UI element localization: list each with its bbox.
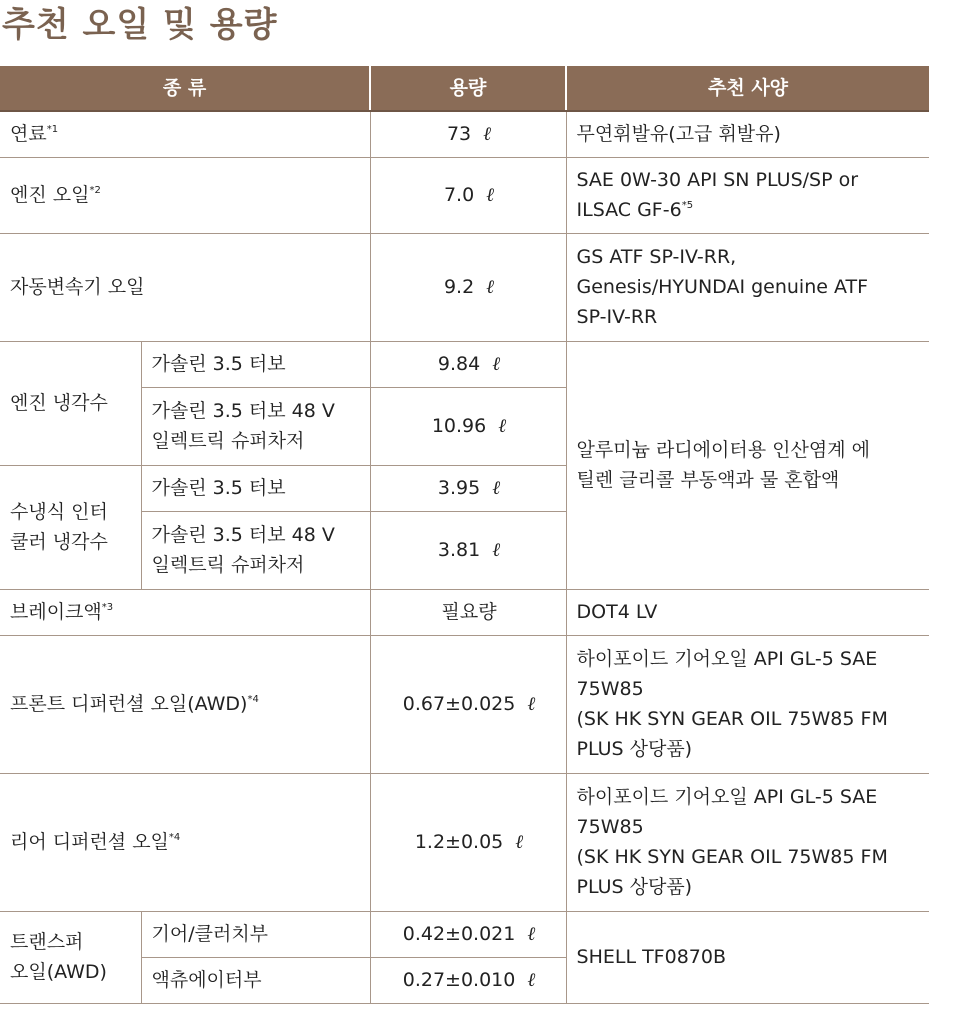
row-label: 자동변속기 오일	[0, 233, 370, 341]
row-label: 리어 디퍼런셜 오일$^{*4}$	[0, 773, 370, 911]
row-label: 엔진 냉각수	[0, 341, 141, 465]
row-capacity: 9.2 ℓ	[370, 233, 566, 341]
header-spec: 추천 사양	[566, 66, 929, 111]
table-row-brake-fluid	[0, 589, 929, 635]
table-row-front-differential	[0, 635, 929, 773]
liter-unit: ℓ	[492, 539, 501, 561]
row-capacity: 1.2±0.05 ℓ	[370, 773, 566, 911]
row-capacity: 9.84 ℓ	[370, 341, 566, 387]
liter-unit: ℓ	[486, 276, 495, 298]
liter-unit: ℓ	[486, 184, 495, 206]
liter-unit: ℓ	[527, 923, 536, 945]
row-spec: 무연휘발유(고급 휘발유)	[566, 111, 929, 157]
oil-capacity-table	[0, 66, 929, 1004]
footnote-marker: *4	[168, 832, 181, 843]
row-sublabel: 가솔린 3.5 터보 48 V 일렉트릭 슈퍼차저	[141, 387, 370, 465]
table-header-row	[0, 66, 929, 111]
table-row-transfer-oil	[0, 911, 929, 957]
row-label: 수냉식 인터 쿨러 냉각수	[0, 465, 141, 589]
row-spec: 하이포이드 기어오일 API GL-5 SAE 75W85 (SK HK SYN GEAR OIL 75W85 FM PLUS 상당품)	[566, 773, 929, 911]
liter-unit: ℓ	[492, 353, 501, 375]
footnote-marker: *3	[101, 602, 114, 613]
row-sublabel: 가솔린 3.5 터보	[141, 465, 370, 511]
row-spec: 하이포이드 기어오일 API GL-5 SAE 75W85 (SK HK SYN GEAR OIL 75W85 FM PLUS 상당품)	[566, 635, 929, 773]
liter-unit: ℓ	[498, 415, 507, 437]
footnote-marker: *4	[247, 694, 259, 705]
row-capacity: 10.96 ℓ	[370, 387, 566, 465]
row-capacity: 필요량	[370, 589, 566, 635]
row-capacity: 0.67±0.025 ℓ	[370, 635, 566, 773]
row-sublabel: 가솔린 3.5 터보	[141, 341, 370, 387]
row-label: 엔진 오일$^{*2}$	[0, 157, 370, 233]
liter-unit: ℓ	[515, 831, 524, 853]
row-sublabel: 기어/클러치부	[141, 911, 370, 957]
row-capacity: 0.42±0.021 ℓ	[370, 911, 566, 957]
row-spec: DOT4 LV	[566, 589, 929, 635]
row-spec: SAE 0W-30 API SN PLUS/SP or ILSAC GF-6$^{*5}$	[566, 157, 929, 233]
table-row-transmission-oil	[0, 233, 929, 341]
table-row-rear-differential	[0, 773, 929, 911]
header-type: 종 류	[0, 66, 370, 111]
row-spec-coolant: 알루미늄 라디에이터용 인산염계 에 틸렌 글리콜 부동액과 물 혼합액	[566, 341, 929, 589]
table-row-engine-oil	[0, 157, 929, 233]
liter-unit: ℓ	[492, 477, 501, 499]
footnote-marker: *5	[681, 200, 694, 211]
liter-unit: ℓ	[527, 969, 536, 991]
row-label: 프론트 디퍼런셜 오일(AWD)$^{*4}$	[0, 635, 370, 773]
row-capacity: 3.95 ℓ	[370, 465, 566, 511]
row-capacity: 73 ℓ	[370, 111, 566, 157]
table-row-fuel	[0, 111, 929, 157]
row-sublabel: 가솔린 3.5 터보 48 V 일렉트릭 슈퍼차저	[141, 511, 370, 589]
row-capacity: 3.81 ℓ	[370, 511, 566, 589]
liter-unit: ℓ	[483, 123, 492, 146]
header-capacity: 용량	[370, 66, 566, 111]
row-capacity: 0.27±0.010 ℓ	[370, 957, 566, 1003]
row-label: 브레이크액$^{*3}$	[0, 589, 370, 635]
row-capacity: 7.0 ℓ	[370, 157, 566, 233]
table-row-engine-coolant	[0, 341, 929, 387]
page-title: 추천 오일 및 용량	[2, 5, 278, 45]
row-sublabel: 액츄에이터부	[141, 957, 370, 1003]
liter-unit: ℓ	[527, 693, 536, 715]
row-label: 연료$^{*1}$	[0, 111, 370, 157]
row-spec: GS ATF SP-IV-RR, Genesis/HYUNDAI genuine ATF SP-IV-RR	[566, 233, 929, 341]
footnote-marker: *1	[46, 124, 59, 136]
row-spec: SHELL TF0870B	[566, 911, 929, 1003]
row-label: 트랜스퍼 오일(AWD)	[0, 911, 141, 1003]
footnote-marker: *2	[89, 185, 101, 196]
